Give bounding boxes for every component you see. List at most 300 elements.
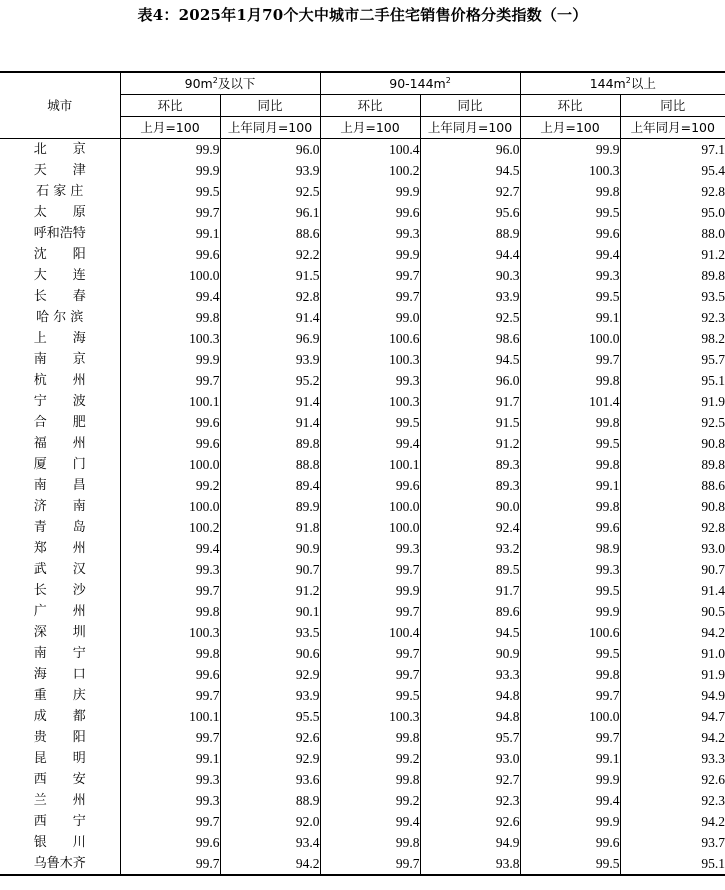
yoy-value: 94.5 [420,622,520,643]
yoy-value: 92.6 [620,769,725,790]
mom-value: 99.9 [120,139,220,161]
table-row [0,811,725,832]
mom-value: 99.6 [120,832,220,853]
table-row [0,559,725,580]
yoy-value: 90.3 [420,265,520,286]
yoy-value: 92.7 [420,181,520,202]
mom-value: 99.9 [120,160,220,181]
mom-value: 99.3 [320,370,420,391]
table-row [0,475,725,496]
mom-value: 99.9 [520,811,620,832]
mom-value: 99.7 [120,685,220,706]
mom-value: 99.8 [320,832,420,853]
mom-value: 99.2 [120,475,220,496]
table-row [0,139,725,161]
mom-value: 99.1 [120,223,220,244]
yoy-value: 88.6 [220,223,320,244]
yoy-value: 92.5 [420,307,520,328]
yoy-value: 92.2 [220,244,320,265]
mom-value: 100.6 [320,328,420,349]
yoy-value: 93.0 [620,538,725,559]
mom-value: 100.6 [520,622,620,643]
city-name: 杭 州 [33,373,86,388]
yoy-value: 92.7 [420,769,520,790]
mom-value: 99.7 [320,265,420,286]
yoy-base-header: 上年同月=100 [220,117,320,139]
mom-value: 99.9 [120,349,220,370]
city-name: 宁 波 [33,394,86,409]
mom-value: 99.9 [520,139,620,161]
yoy-value: 93.8 [420,853,520,875]
table-row [0,769,725,790]
yoy-value: 90.8 [620,433,725,454]
yoy-value: 92.6 [420,811,520,832]
yoy-value: 91.9 [620,664,725,685]
mom-value: 100.3 [320,706,420,727]
yoy-value: 96.0 [420,139,520,161]
yoy-value: 90.9 [420,643,520,664]
table-row [0,265,725,286]
table-row [0,601,725,622]
mom-value: 99.3 [320,538,420,559]
yoy-value: 92.4 [420,517,520,538]
mom-value: 99.4 [320,811,420,832]
table-row [0,664,725,685]
mom-value: 100.1 [120,706,220,727]
yoy-value: 89.3 [420,454,520,475]
city-name: 南 昌 [33,478,86,493]
mom-value: 99.5 [520,580,620,601]
yoy-value: 95.6 [420,202,520,223]
yoy-value: 96.0 [220,139,320,161]
mom-value: 99.8 [520,454,620,475]
city-name: 长 春 [33,289,86,304]
yoy-value: 89.9 [220,496,320,517]
yoy-value: 95.7 [620,349,725,370]
table-row [0,391,725,412]
yoy-header: 同比 [420,95,520,117]
mom-value: 100.0 [320,517,420,538]
yoy-value: 91.8 [220,517,320,538]
city-name: 武 汉 [33,562,86,577]
table-row [0,244,725,265]
yoy-value: 90.9 [220,538,320,559]
mom-value: 99.7 [120,580,220,601]
mom-value: 100.0 [520,328,620,349]
city-name: 贵 阳 [33,730,86,745]
mom-value: 99.6 [120,664,220,685]
yoy-value: 91.2 [620,244,725,265]
table-body [0,139,725,876]
mom-value: 99.7 [520,727,620,748]
yoy-value: 98.6 [420,328,520,349]
table-row [0,286,725,307]
mom-value: 99.7 [520,685,620,706]
yoy-value: 89.4 [220,475,320,496]
city-name: 西 宁 [33,814,86,829]
yoy-value: 92.9 [220,748,320,769]
mom-value: 99.4 [320,433,420,454]
mom-value: 99.1 [520,307,620,328]
city-name: 西 安 [33,772,86,787]
yoy-value: 94.9 [620,685,725,706]
yoy-value: 91.4 [220,412,320,433]
yoy-value: 92.3 [420,790,520,811]
yoy-value: 88.9 [420,223,520,244]
mom-header: 环比 [320,95,420,117]
yoy-value: 90.5 [620,601,725,622]
yoy-value: 89.6 [420,601,520,622]
mom-value: 99.8 [120,643,220,664]
city-name: 乌鲁木齐 [0,853,120,875]
yoy-value: 93.5 [620,286,725,307]
table-row [0,853,725,875]
yoy-value: 92.8 [620,181,725,202]
yoy-value: 92.5 [220,181,320,202]
table-row [0,832,725,853]
mom-value: 99.7 [120,811,220,832]
yoy-value: 89.3 [420,475,520,496]
yoy-value: 89.8 [620,454,725,475]
table-row [0,349,725,370]
city-name: 上 海 [33,331,86,346]
yoy-value: 94.5 [420,349,520,370]
yoy-value: 94.4 [420,244,520,265]
yoy-value: 95.1 [620,853,725,875]
city-name: 南 宁 [33,646,86,661]
table-row [0,538,725,559]
table-row [0,622,725,643]
mom-value: 99.7 [320,643,420,664]
mom-value: 99.7 [120,202,220,223]
yoy-value: 96.0 [420,370,520,391]
yoy-value: 93.4 [220,832,320,853]
yoy-value: 89.8 [220,433,320,454]
city-name: 郑 州 [33,541,86,556]
mom-value: 99.5 [320,412,420,433]
yoy-value: 96.1 [220,202,320,223]
table-row [0,181,725,202]
mom-value: 99.2 [320,790,420,811]
mom-value: 100.3 [320,349,420,370]
mom-value: 100.0 [520,706,620,727]
yoy-value: 90.7 [620,559,725,580]
mom-header: 环比 [120,95,220,117]
mom-value: 99.9 [320,244,420,265]
yoy-header: 同比 [220,95,320,117]
yoy-value: 94.2 [620,811,725,832]
mom-value: 99.7 [520,349,620,370]
mom-value: 99.9 [520,601,620,622]
mom-header: 环比 [520,95,620,117]
table-row [0,580,725,601]
mom-value: 100.4 [320,622,420,643]
mom-value: 99.3 [120,769,220,790]
yoy-value: 93.9 [220,160,320,181]
yoy-value: 92.9 [220,664,320,685]
yoy-value: 93.2 [420,538,520,559]
mom-value: 99.8 [320,727,420,748]
mom-value: 101.4 [520,391,620,412]
mom-value: 99.7 [320,853,420,875]
city-name: 石 家 庄 [36,184,84,199]
mom-value: 99.4 [520,790,620,811]
mom-value: 99.6 [320,475,420,496]
mom-value: 99.6 [120,433,220,454]
mom-value: 99.7 [120,853,220,875]
mom-value: 100.1 [120,391,220,412]
table-row [0,202,725,223]
mom-value: 99.3 [520,559,620,580]
mom-value: 99.7 [320,286,420,307]
table-row [0,706,725,727]
mom-value: 99.6 [520,832,620,853]
city-name: 银 川 [33,835,86,850]
mom-value: 99.9 [320,181,420,202]
yoy-value: 88.6 [620,475,725,496]
group-header-small: $90m^2$及以下 [120,72,320,95]
yoy-value: 91.4 [220,307,320,328]
city-name: 合 肥 [33,415,86,430]
city-name: 南 京 [33,352,86,367]
mom-value: 99.3 [320,223,420,244]
mom-value: 99.9 [520,769,620,790]
yoy-value: 92.6 [220,727,320,748]
city-name: 北 京 [33,142,86,157]
table-row [0,748,725,769]
mom-value: 99.8 [120,601,220,622]
city-name: 福 州 [33,436,86,451]
mom-value: 100.2 [320,160,420,181]
city-name: 沈 阳 [33,247,86,262]
city-name: 青 岛 [33,520,86,535]
yoy-value: 93.9 [420,286,520,307]
mom-value: 99.5 [520,433,620,454]
mom-value: 100.3 [320,391,420,412]
mom-value: 99.3 [520,265,620,286]
yoy-value: 92.8 [220,286,320,307]
mom-value: 99.4 [520,244,620,265]
yoy-value: 92.3 [620,307,725,328]
yoy-value: 91.5 [220,265,320,286]
yoy-value: 91.7 [420,580,520,601]
mom-value: 99.6 [520,223,620,244]
yoy-value: 94.2 [620,622,725,643]
yoy-value: 94.8 [420,685,520,706]
city-name: 大 连 [33,268,86,283]
table-row [0,454,725,475]
table-row [0,160,725,181]
header-row-groups [0,72,725,95]
yoy-value: 91.7 [420,391,520,412]
mom-value: 99.2 [320,748,420,769]
mom-value: 99.8 [520,496,620,517]
table-row [0,685,725,706]
table-row [0,643,725,664]
mom-value: 99.6 [520,517,620,538]
mom-value: 98.9 [520,538,620,559]
table-row [0,496,725,517]
group-header-medium: $90-144m^2$ [320,72,520,95]
mom-value: 99.1 [520,748,620,769]
mom-value: 100.0 [120,496,220,517]
mom-value: 100.0 [120,265,220,286]
yoy-value: 94.2 [620,727,725,748]
mom-value: 99.5 [320,685,420,706]
yoy-value: 91.2 [420,433,520,454]
mom-value: 99.7 [320,664,420,685]
yoy-value: 90.0 [420,496,520,517]
mom-value: 100.1 [320,454,420,475]
yoy-value: 93.9 [220,349,320,370]
yoy-value: 93.5 [220,622,320,643]
yoy-value: 98.2 [620,328,725,349]
mom-value: 99.8 [520,412,620,433]
mom-value: 99.3 [120,559,220,580]
city-name: 哈 尔 滨 [36,310,84,325]
yoy-value: 94.9 [420,832,520,853]
yoy-value: 94.7 [620,706,725,727]
yoy-value: 94.5 [420,160,520,181]
yoy-value: 92.0 [220,811,320,832]
mom-value: 99.8 [520,664,620,685]
city-name: 呼和浩特 [33,226,86,241]
yoy-value: 91.0 [620,643,725,664]
yoy-value: 94.2 [220,853,320,875]
yoy-value: 91.4 [620,580,725,601]
mom-value: 99.9 [320,580,420,601]
mom-value: 99.5 [520,202,620,223]
mom-value: 99.8 [320,769,420,790]
yoy-value: 93.7 [620,832,725,853]
mom-base-header: 上月=100 [120,117,220,139]
mom-value: 100.0 [120,454,220,475]
yoy-base-header: 上年同月=100 [420,117,520,139]
mom-value: 100.3 [520,160,620,181]
yoy-value: 90.8 [620,496,725,517]
table-row [0,433,725,454]
mom-value: 99.7 [320,559,420,580]
mom-value: 99.7 [120,370,220,391]
mom-value: 99.0 [320,307,420,328]
yoy-value: 88.9 [220,790,320,811]
mom-base-header: 上月=100 [320,117,420,139]
mom-value: 99.5 [520,853,620,875]
mom-value: 99.5 [520,643,620,664]
yoy-value: 92.8 [620,517,725,538]
city-name: 太 原 [33,205,86,220]
yoy-value: 97.1 [620,139,725,161]
yoy-value: 93.3 [620,748,725,769]
city-name: 深 圳 [33,625,86,640]
yoy-header: 同比 [620,95,725,117]
city-name: 长 沙 [33,583,86,598]
yoy-value: 93.9 [220,685,320,706]
table-row [0,790,725,811]
city-name: 成 都 [33,709,86,724]
mom-value: 99.5 [520,286,620,307]
city-name: 天 津 [33,163,86,178]
mom-value: 99.3 [120,790,220,811]
yoy-value: 95.0 [620,202,725,223]
city-name: 厦 门 [33,457,86,472]
yoy-value: 91.4 [220,391,320,412]
yoy-value: 95.4 [620,160,725,181]
mom-value: 100.4 [320,139,420,161]
yoy-value: 90.7 [220,559,320,580]
mom-base-header: 上月=100 [520,117,620,139]
yoy-value: 90.1 [220,601,320,622]
yoy-value: 93.6 [220,769,320,790]
mom-value: 99.1 [120,748,220,769]
yoy-value: 92.3 [620,790,725,811]
mom-value: 99.7 [320,601,420,622]
group-header-large: $144m^2$以上 [520,72,725,95]
yoy-value: 93.0 [420,748,520,769]
mom-value: 100.0 [320,496,420,517]
mom-value: 99.7 [120,727,220,748]
table-row [0,328,725,349]
city-name: 广 州 [33,604,86,619]
mom-value: 100.3 [120,622,220,643]
yoy-value: 88.8 [220,454,320,475]
yoy-value: 89.8 [620,265,725,286]
yoy-value: 96.9 [220,328,320,349]
mom-value: 99.8 [520,370,620,391]
yoy-value: 91.9 [620,391,725,412]
price-index-table [0,71,725,876]
yoy-value: 93.3 [420,664,520,685]
city-column-header: 城市 [0,72,120,139]
mom-value: 99.5 [120,181,220,202]
yoy-value: 91.5 [420,412,520,433]
yoy-value: 89.5 [420,559,520,580]
table-title: 表4：2025年1月70个大中城市二手住宅销售价格分类指数（一） [137,6,588,24]
mom-value: 99.8 [120,307,220,328]
mom-value: 99.6 [120,244,220,265]
mom-value: 100.2 [120,517,220,538]
city-name: 昆 明 [33,751,86,766]
yoy-value: 95.2 [220,370,320,391]
yoy-value: 95.5 [220,706,320,727]
yoy-value: 92.5 [620,412,725,433]
table-row [0,307,725,328]
yoy-value: 95.1 [620,370,725,391]
yoy-value: 90.6 [220,643,320,664]
city-name: 济 南 [33,499,86,514]
mom-value: 99.6 [320,202,420,223]
mom-value: 99.4 [120,538,220,559]
table-row [0,727,725,748]
yoy-base-header: 上年同月=100 [620,117,725,139]
mom-value: 99.1 [520,475,620,496]
city-name: 兰 州 [33,793,86,808]
mom-value: 100.3 [120,328,220,349]
table-row [0,370,725,391]
mom-value: 99.6 [120,412,220,433]
table-row [0,223,725,244]
mom-value: 99.4 [120,286,220,307]
yoy-value: 88.0 [620,223,725,244]
city-name: 重 庆 [33,688,86,703]
city-name: 海 口 [33,667,86,682]
yoy-value: 91.2 [220,580,320,601]
yoy-value: 95.7 [420,727,520,748]
table-row [0,517,725,538]
table-row [0,412,725,433]
yoy-value: 94.8 [420,706,520,727]
mom-value: 99.8 [520,181,620,202]
